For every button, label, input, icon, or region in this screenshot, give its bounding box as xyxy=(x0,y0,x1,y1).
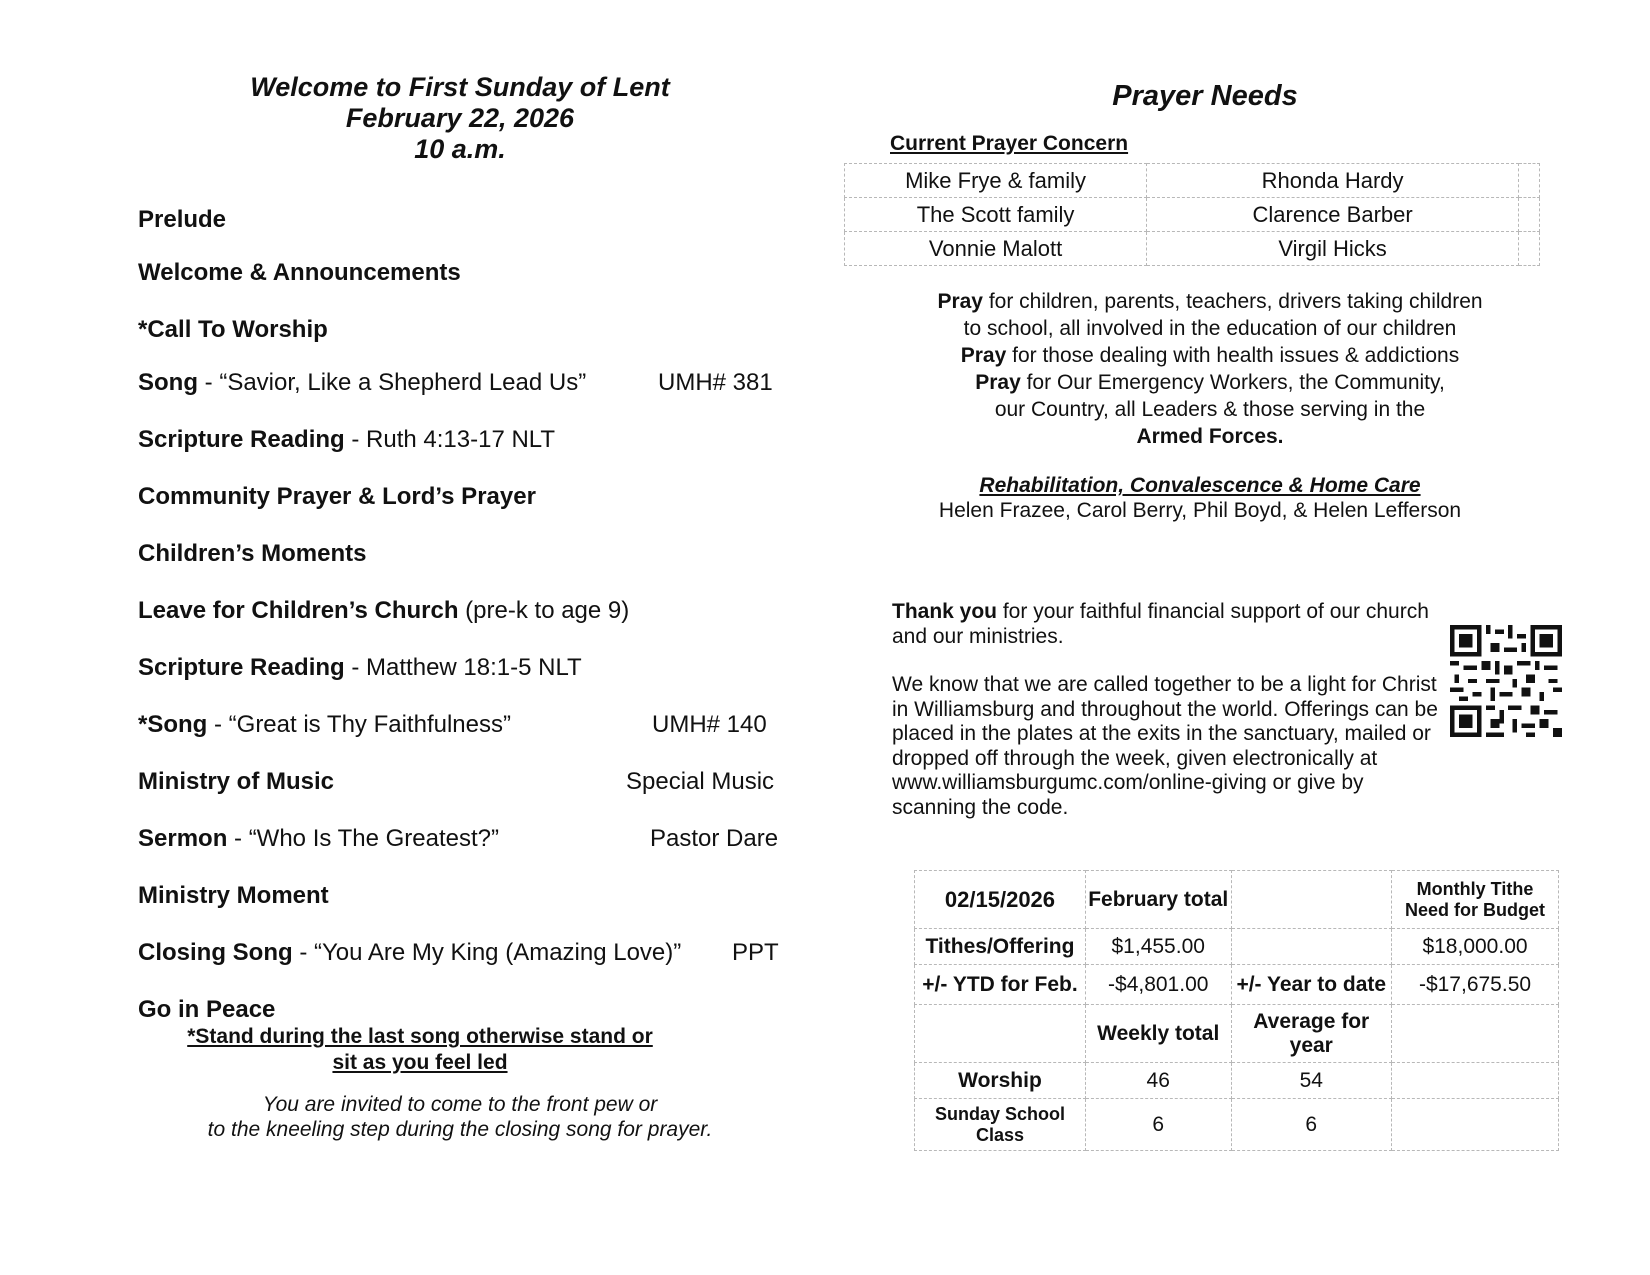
current-prayer-concern-header: Current Prayer Concern xyxy=(890,132,1129,155)
order-item-scripture-1: Scripture Reading - Ruth 4:13-17 NLT xyxy=(138,426,556,453)
table-row: 02/15/2026 February total Monthly Tithe Need for Budget xyxy=(915,871,1559,929)
preacher: Pastor Dare xyxy=(650,825,779,852)
service-title: Welcome to First Sunday of Lent xyxy=(250,72,670,102)
order-item-song-2: *Song - “Great is Thy Faithfulness” UMH# 140 xyxy=(138,711,767,738)
altar-invitation: You are invited to come to the front pew or to the kneeling step during the closing song for prayer. xyxy=(207,1093,713,1141)
order-item-scripture-2: Scripture Reading - Matthew 18:1-5 NLT xyxy=(138,654,582,681)
table-row: Weekly total Average for year xyxy=(915,1005,1559,1063)
order-item-ministry-moment: Ministry Moment xyxy=(138,882,329,909)
rehab-header: Rehabilitation, Convalescence & Home Care xyxy=(979,474,1421,497)
finance-table xyxy=(914,870,1559,1151)
prayer-requests: Pray for children, parents, teachers, drivers taking children to school, all involved in the education of our children Pray for those dealing with health issues & addictions Pray for Our Emergency Workers, the Community, our Country, all Leaders & those serving in the Armed Forces. xyxy=(937,290,1483,448)
table-row: Mike Frye & family Rhonda Hardy xyxy=(845,164,1540,198)
stand-note: *Stand during the last song otherwise stand or sit as you feel led xyxy=(187,1025,653,1074)
table-row: +/- YTD for Feb. -$4,801.00 +/- Year to date -$17,675.50 xyxy=(915,965,1559,1005)
order-item-prelude: Prelude xyxy=(138,206,227,233)
table-row: Worship 46 54 xyxy=(915,1063,1559,1099)
hymn-number: UMH# 381 xyxy=(658,369,773,396)
service-date: February 22, 2026 xyxy=(345,103,575,133)
table-row: Tithes/Offering $1,455.00 $18,000.00 xyxy=(915,929,1559,965)
giving-message: Thank you for your faithful financial support of our church and our ministries. We know that we are called together to be a light for Christ in Williamsburg and throughout the world. Offerings can be placed in the plates at the exits in the sanctuary, mailed or dropped off through the week, given electronically at www.williamsburgumc.com/online-giving or give by scanning the code. xyxy=(892,600,1438,819)
table-row: Sunday School Class 6 6 xyxy=(915,1099,1559,1151)
order-item-welcome: Welcome & Announcements xyxy=(138,259,461,286)
music-note: Special Music xyxy=(626,768,775,795)
service-header xyxy=(180,72,740,165)
order-item-community-prayer: Community Prayer & Lord’s Prayer xyxy=(138,483,536,510)
order-item-childrens-church: Leave for Children’s Church (pre-k to age 9) xyxy=(138,597,630,624)
closing-song-source: PPT xyxy=(732,939,779,966)
table-row: Vonnie Malott Virgil Hicks xyxy=(845,232,1540,266)
order-item-sermon: Sermon - “Who Is The Greatest?” Pastor Dare xyxy=(138,825,779,852)
order-item-ministry-of-music: Ministry of Music Special Music xyxy=(138,768,775,795)
order-item-song-1: Song - “Savior, Like a Shepherd Lead Us” UMH# 381 xyxy=(138,369,773,396)
service-time: 10 a.m. xyxy=(414,134,506,164)
order-item-childrens-moments: Children’s Moments xyxy=(138,540,367,567)
prayer-needs-title: Prayer Needs xyxy=(1112,80,1298,112)
order-item-call-to-worship: *Call To Worship xyxy=(138,316,328,343)
order-item-closing-song: Closing Song - “You Are My King (Amazing Love)” PPT xyxy=(138,939,779,966)
qr-code-icon[interactable] xyxy=(1450,625,1562,737)
hymn-number: UMH# 140 xyxy=(652,711,767,738)
prayer-concern-table xyxy=(844,163,1540,266)
table-row: The Scott family Clarence Barber xyxy=(845,198,1540,232)
order-item-go-in-peace: Go in Peace xyxy=(138,996,276,1023)
rehab-names: Helen Frazee, Carol Berry, Phil Boyd, & Helen Lefferson xyxy=(938,499,1462,522)
